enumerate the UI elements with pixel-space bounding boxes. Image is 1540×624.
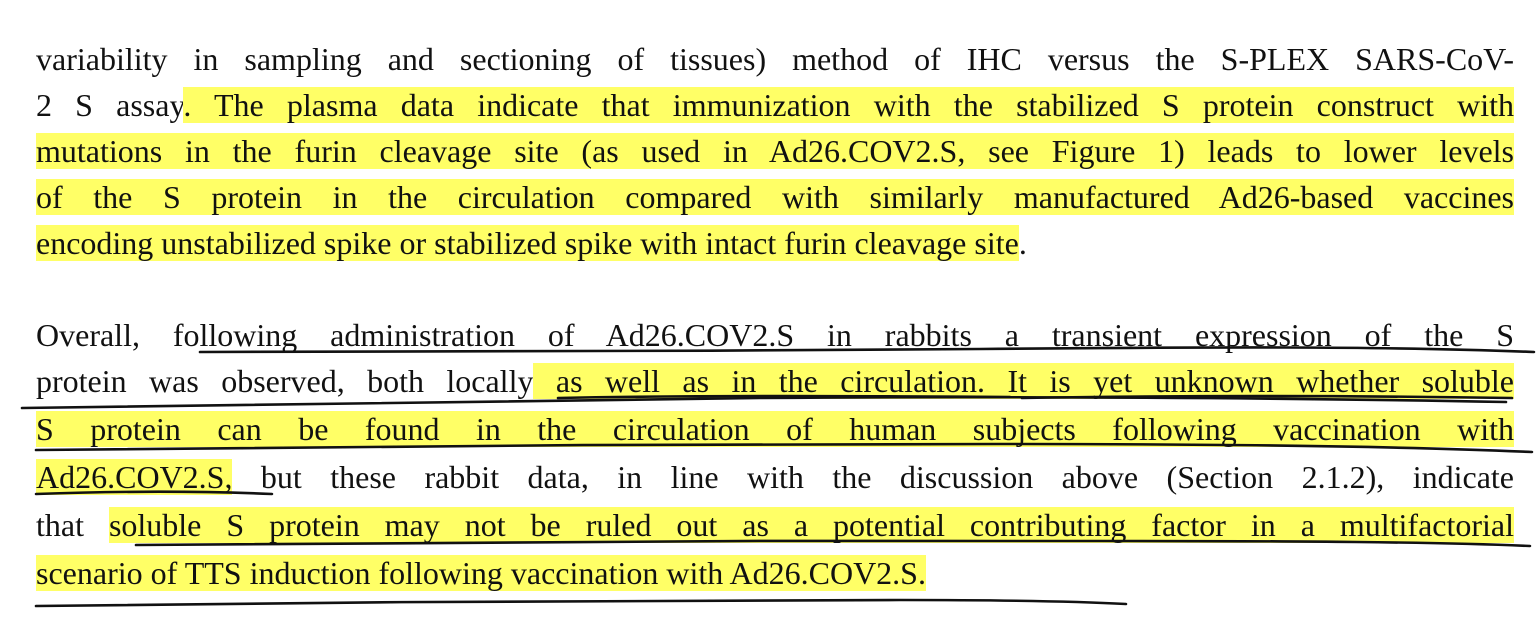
pen-underline [36, 600, 1126, 606]
text-run: Overall, following administration of Ad26.COV2.S in rabbits a transient expression of the S [36, 317, 1514, 353]
text-run: protein was observed, both locally [36, 363, 534, 399]
paragraph-2-line-2 [36, 358, 1514, 404]
highlighted-text: S protein can be found in the circulation of human subjects following vaccination with [36, 411, 1514, 447]
paragraph-1-line-3 [36, 128, 1514, 174]
text-run: . [1018, 225, 1027, 261]
text-run: 2 S assay [36, 87, 184, 123]
text-run: but these rabbit data, in line with the discussion above (Section 2.1.2), indicate [232, 459, 1514, 495]
text-run: that [36, 507, 109, 543]
paragraph-2-line-1 [36, 312, 1514, 358]
paragraph-2-line-3 [36, 406, 1514, 452]
paragraph-1-line-5 [36, 220, 1514, 266]
highlighted-text: soluble S protein may not be ruled out as a potential contributing factor in a multifactorial [108, 507, 1515, 543]
paragraph-2-line-4 [36, 454, 1514, 500]
highlighted-text: mutations in the furin cleavage site (as used in Ad26.COV2.S, see Figure 1) leads to lower levels [36, 133, 1514, 169]
highlighted-text: encoding unstabilized spike or stabilized spike with intact furin cleavage site [36, 225, 1019, 261]
paragraph-1-line-1 [36, 36, 1514, 82]
paragraph-2-line-5 [36, 502, 1514, 548]
paragraph-1-line-2 [36, 82, 1514, 128]
highlighted-text: Ad26.COV2.S, [36, 459, 233, 495]
paragraph-2-line-6 [36, 550, 1514, 596]
highlighted-text: . The plasma data indicate that immunization with the stabilized S protein construct with [183, 87, 1515, 123]
highlighted-text: scenario of TTS induction following vaccination with Ad26.COV2.S. [36, 555, 926, 591]
highlighted-text: of the S protein in the circulation compared with similarly manufactured Ad26-based vaccines [36, 179, 1514, 215]
highlighted-text: as well as in the circulation. It is yet unknown whether soluble [533, 363, 1515, 399]
text-run: variability in sampling and sectioning of tissues) method of IHC versus the S-PLEX SARS-CoV- [36, 41, 1514, 77]
paragraph-1-line-4 [36, 174, 1514, 220]
